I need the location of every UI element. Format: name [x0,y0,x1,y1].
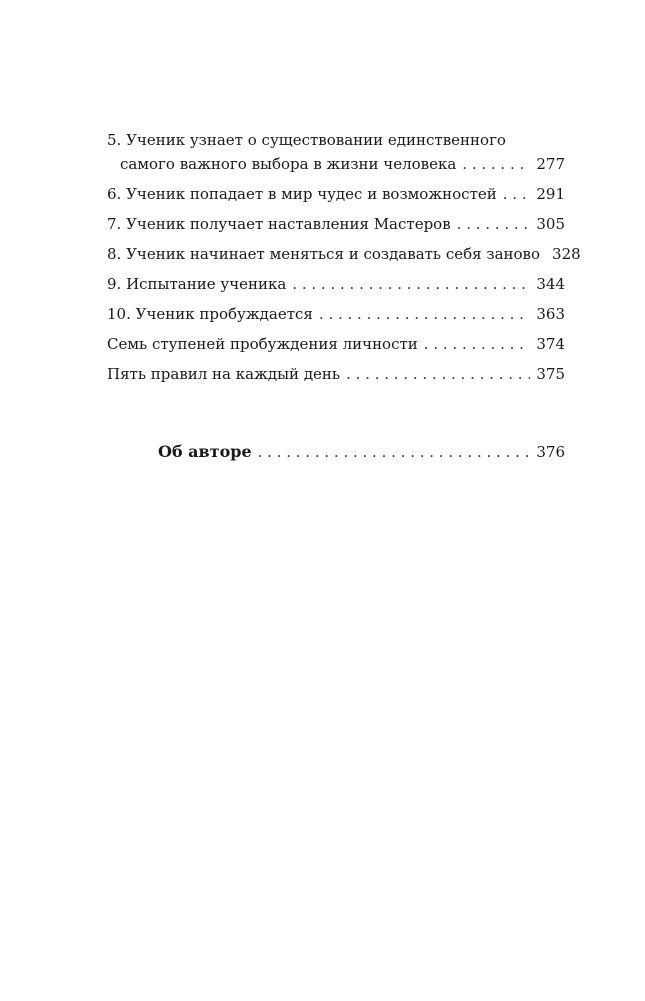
dot-leader [258,442,531,462]
toc-page-number: 277 [536,155,565,173]
toc-page-number: 305 [536,215,565,233]
dot-leader [457,214,531,234]
toc-page-number: 291 [536,185,565,203]
toc-entry-title: 7. Ученик получает наставления Мастеров [107,215,451,233]
toc-entry-8[interactable] [107,244,581,264]
toc-entry-title: Пять правил на каждый день [107,365,341,383]
dot-leader [319,304,530,324]
toc-page-number: 376 [536,443,565,461]
toc-entry-6[interactable] [107,184,565,204]
toc-entry-about-author[interactable] [158,442,565,462]
toc-page-number: 374 [536,335,565,353]
toc-entry-10[interactable] [107,304,565,324]
toc-page-number: 363 [536,305,565,323]
toc-page-number: 375 [536,365,565,383]
toc-entry-seven-steps[interactable] [107,334,565,354]
dot-leader [462,154,530,174]
toc-entry-title: 10. Ученик пробуждается [107,305,313,323]
toc-entry-7[interactable] [107,214,565,234]
toc-entry-title: самого важного выбора в жизни человека [120,155,457,173]
toc-entry-9[interactable] [107,274,565,294]
toc-entry-title: 6. Ученик попадает в мир чудес и возможностей [107,185,497,203]
dot-leader [346,364,530,384]
toc-page-number: 344 [536,275,565,293]
toc-entry-5[interactable] [120,154,565,174]
toc-entry-title: Об авторе [158,442,252,461]
toc-entry-title: 9. Испытание ученика [107,275,287,293]
toc-entry-title: 8. Ученик начинает меняться и создавать себя заново [107,245,541,263]
dot-leader [503,184,531,204]
dot-leader [424,334,531,354]
toc-page-number: 328 [552,245,581,263]
toc-entry-title: Семь ступеней пробуждения личности [107,335,418,353]
toc-entry-five-rules[interactable] [107,364,565,384]
toc-entry-5-first-line: 5. Ученик узнает о существовании единственного [107,131,506,149]
dot-leader [292,274,530,294]
